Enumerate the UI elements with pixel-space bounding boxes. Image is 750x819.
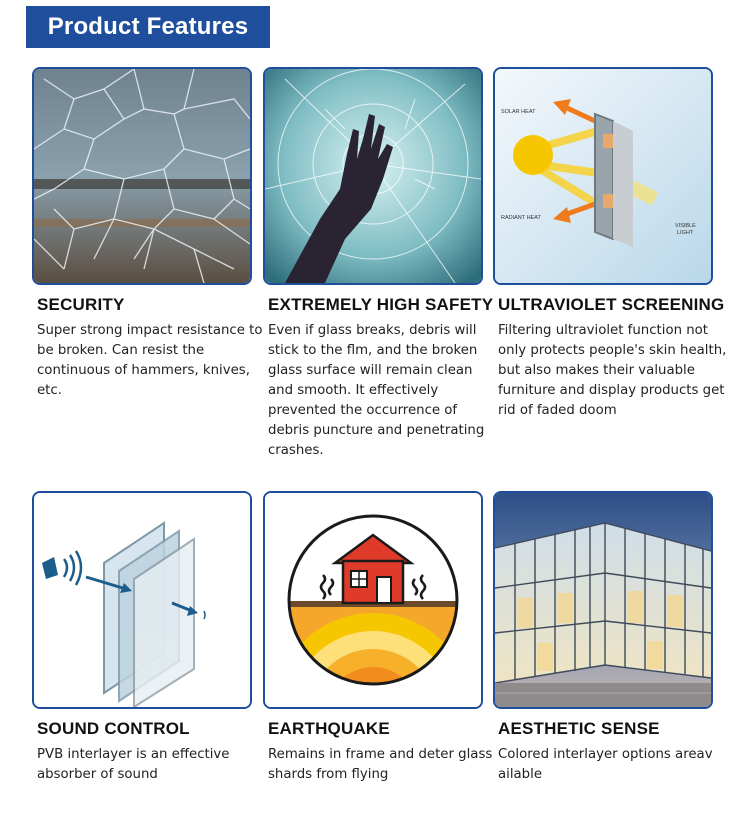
feature-card-uv	[493, 67, 727, 421]
feature-card-security	[32, 67, 263, 401]
aesthetic-image	[493, 491, 713, 709]
earthquake-image	[263, 491, 483, 709]
sun-icon	[513, 135, 553, 175]
feature-card-sound	[32, 491, 252, 785]
feature-description: Remains in frame and deter glass shards from flying	[268, 747, 493, 782]
page-title: Product Features	[26, 6, 270, 48]
feature-card-safety	[263, 67, 494, 461]
sound-image	[32, 491, 252, 709]
visible-light-label: LIGHT	[677, 230, 694, 236]
feature-title: SOUND CONTROL	[37, 719, 190, 738]
feature-description: PVB interlayer is an effective absorber of sound	[37, 747, 230, 782]
radiant-heat-label: RADIANT HEAT	[501, 215, 541, 221]
security-image	[32, 67, 252, 285]
visible-light-label: VISIBLE	[675, 223, 696, 229]
window-pane-icon	[595, 114, 613, 239]
cracked-glass-image	[34, 69, 250, 283]
feature-description: Super strong impact resistance to be broken. Can resist the continuous of hammers, knives, etc.	[37, 323, 263, 398]
solar-heat-label: SOLAR HEAT	[501, 109, 536, 115]
feature-card-aesthetic	[493, 491, 713, 785]
safety-image	[263, 67, 483, 285]
feature-title: ULTRAVIOLET SCREENING	[498, 295, 725, 314]
feature-title: EXTREMELY HIGH SAFETY	[268, 295, 494, 314]
feature-description: Filtering ultraviolet function not only protects people's skin health, but also makes their valuable furniture and display products get rid of faded doom	[498, 323, 727, 418]
feature-title: EARTHQUAKE	[268, 719, 390, 738]
feature-description: Even if glass breaks, debris will stick to the flm, and the broken glass surface will remain clean and smooth. It effectively prevented the occurrence of debris puncture and penetrating crashes.	[268, 323, 485, 458]
feature-title: AESTHETIC SENSE	[498, 719, 660, 738]
shattered-glass-hand-image	[265, 69, 481, 283]
uv-diagram	[493, 67, 713, 285]
feature-card-earthquake	[263, 491, 493, 785]
feature-title: SECURITY	[37, 295, 125, 314]
feature-description: Colored interlayer options areav ailable	[498, 747, 713, 782]
glass-building-image	[495, 493, 711, 707]
